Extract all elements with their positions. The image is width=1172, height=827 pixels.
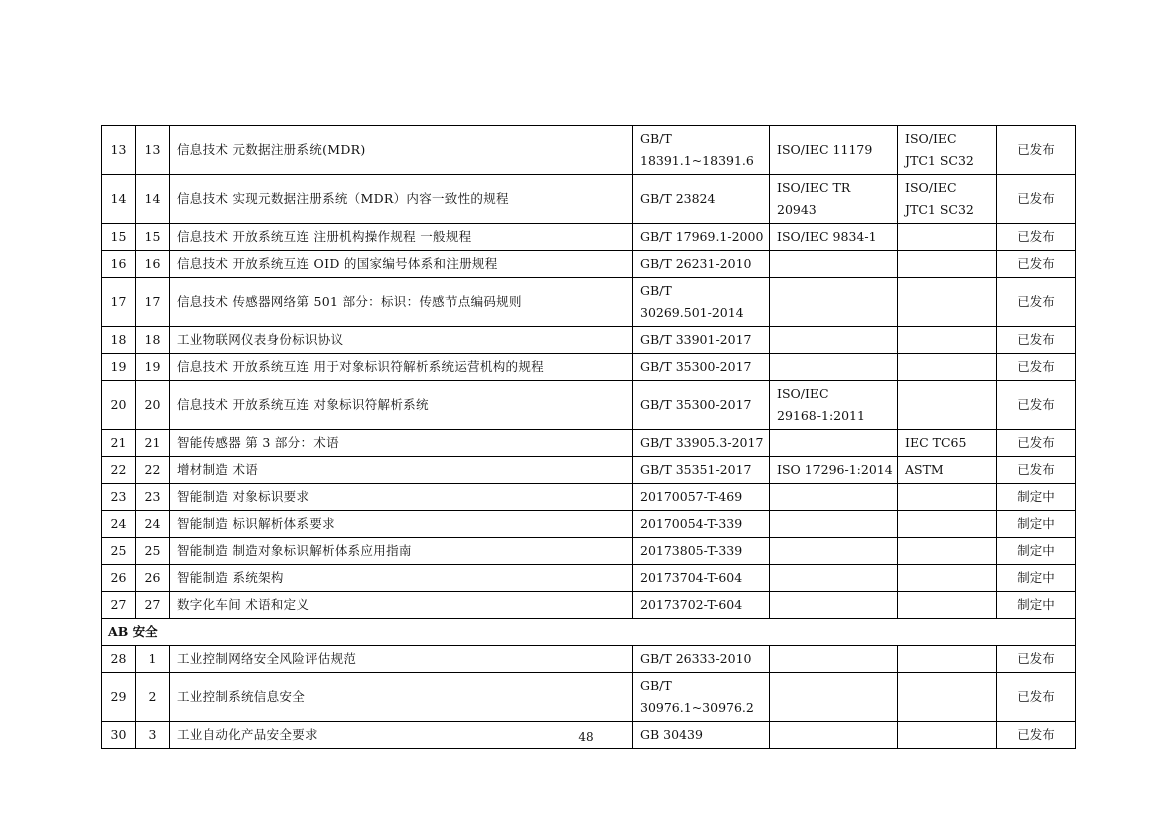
standard-number-cell: GB/T 17969.1-2000 bbox=[633, 224, 770, 251]
standard-number-cell: GB/T 26333-2010 bbox=[633, 646, 770, 673]
row-subnumber-cell: 16 bbox=[136, 251, 170, 278]
row-subnumber-cell: 23 bbox=[136, 484, 170, 511]
row-number-cell: 16 bbox=[102, 251, 136, 278]
standard-number-cell: 20170054-T-339 bbox=[633, 511, 770, 538]
status-cell: 制定中 bbox=[997, 565, 1076, 592]
international-standard-cell bbox=[770, 592, 898, 619]
standard-name-cell: 工业控制系统信息安全 bbox=[170, 673, 633, 722]
standard-name-cell: 信息技术 实现元数据注册系统（MDR）内容一致性的规程 bbox=[170, 175, 633, 224]
international-standard-cell bbox=[770, 484, 898, 511]
organization-cell bbox=[898, 511, 997, 538]
row-number-cell: 23 bbox=[102, 484, 136, 511]
organization-cell bbox=[898, 251, 997, 278]
row-number-cell: 29 bbox=[102, 673, 136, 722]
row-subnumber-cell: 2 bbox=[136, 673, 170, 722]
standard-number-cell: GB 30439 bbox=[633, 722, 770, 749]
row-number-cell: 27 bbox=[102, 592, 136, 619]
standard-name-cell: 工业物联网仪表身份标识协议 bbox=[170, 327, 633, 354]
row-number-cell: 14 bbox=[102, 175, 136, 224]
row-number-cell: 17 bbox=[102, 278, 136, 327]
row-subnumber-cell: 1 bbox=[136, 646, 170, 673]
row-subnumber-cell: 24 bbox=[136, 511, 170, 538]
row-subnumber-cell: 3 bbox=[136, 722, 170, 749]
row-subnumber-cell: 15 bbox=[136, 224, 170, 251]
status-cell: 已发布 bbox=[997, 175, 1076, 224]
status-cell: 已发布 bbox=[997, 224, 1076, 251]
standard-name-cell: 数字化车间 术语和定义 bbox=[170, 592, 633, 619]
organization-cell bbox=[898, 646, 997, 673]
standard-number-cell: GB/T 23824 bbox=[633, 175, 770, 224]
row-subnumber-cell: 13 bbox=[136, 126, 170, 175]
row-subnumber-cell: 21 bbox=[136, 430, 170, 457]
row-subnumber-cell: 22 bbox=[136, 457, 170, 484]
table-row bbox=[102, 126, 1076, 175]
row-subnumber-cell: 27 bbox=[136, 592, 170, 619]
standard-number-cell: GB/T 35351-2017 bbox=[633, 457, 770, 484]
table-row bbox=[102, 673, 1076, 722]
international-standard-cell bbox=[770, 251, 898, 278]
international-standard-cell bbox=[770, 538, 898, 565]
row-subnumber-cell: 20 bbox=[136, 381, 170, 430]
row-subnumber-cell: 25 bbox=[136, 538, 170, 565]
organization-cell bbox=[898, 354, 997, 381]
status-cell: 制定中 bbox=[997, 511, 1076, 538]
status-cell: 已发布 bbox=[997, 381, 1076, 430]
international-standard-cell bbox=[770, 511, 898, 538]
organization-cell bbox=[898, 673, 997, 722]
organization-cell bbox=[898, 538, 997, 565]
standards-table-body bbox=[102, 126, 1076, 749]
section-title: AB 安全 bbox=[102, 619, 1076, 646]
section-header-row bbox=[102, 619, 1076, 646]
status-cell: 已发布 bbox=[997, 673, 1076, 722]
international-standard-cell: ISO 17296-1:2014 bbox=[770, 457, 898, 484]
standard-number-cell: 20170057-T-469 bbox=[633, 484, 770, 511]
international-standard-cell: ISO/IEC TR 20943 bbox=[770, 175, 898, 224]
row-number-cell: 18 bbox=[102, 327, 136, 354]
row-number-cell: 22 bbox=[102, 457, 136, 484]
organization-cell: ISO/IEC JTC1 SC32 bbox=[898, 126, 997, 175]
status-cell: 制定中 bbox=[997, 592, 1076, 619]
table-row bbox=[102, 538, 1076, 565]
international-standard-cell bbox=[770, 278, 898, 327]
standard-name-cell: 智能制造 制造对象标识解析体系应用指南 bbox=[170, 538, 633, 565]
status-cell: 制定中 bbox=[997, 538, 1076, 565]
standard-number-cell: GB/T 33905.3-2017 bbox=[633, 430, 770, 457]
standard-name-cell: 信息技术 元数据注册系统(MDR) bbox=[170, 126, 633, 175]
international-standard-cell bbox=[770, 673, 898, 722]
standard-number-cell: GB/T 30976.1~30976.2 bbox=[633, 673, 770, 722]
table-row bbox=[102, 278, 1076, 327]
table-row bbox=[102, 457, 1076, 484]
standard-name-cell: 信息技术 开放系统互连 对象标识符解析系统 bbox=[170, 381, 633, 430]
status-cell: 已发布 bbox=[997, 430, 1076, 457]
standard-name-cell: 智能制造 标识解析体系要求 bbox=[170, 511, 633, 538]
international-standard-cell bbox=[770, 646, 898, 673]
standard-name-cell: 智能制造 对象标识要求 bbox=[170, 484, 633, 511]
table-row bbox=[102, 175, 1076, 224]
standard-number-cell: 20173704-T-604 bbox=[633, 565, 770, 592]
international-standard-cell bbox=[770, 565, 898, 592]
row-number-cell: 19 bbox=[102, 354, 136, 381]
status-cell: 制定中 bbox=[997, 484, 1076, 511]
organization-cell bbox=[898, 592, 997, 619]
row-subnumber-cell: 26 bbox=[136, 565, 170, 592]
status-cell: 已发布 bbox=[997, 327, 1076, 354]
organization-cell bbox=[898, 327, 997, 354]
row-subnumber-cell: 19 bbox=[136, 354, 170, 381]
table-row bbox=[102, 381, 1076, 430]
row-number-cell: 13 bbox=[102, 126, 136, 175]
row-number-cell: 15 bbox=[102, 224, 136, 251]
row-number-cell: 20 bbox=[102, 381, 136, 430]
international-standard-cell bbox=[770, 430, 898, 457]
standard-name-cell: 工业自动化产品安全要求 bbox=[170, 722, 633, 749]
table-row bbox=[102, 592, 1076, 619]
row-subnumber-cell: 18 bbox=[136, 327, 170, 354]
row-number-cell: 28 bbox=[102, 646, 136, 673]
table-row bbox=[102, 484, 1076, 511]
standard-name-cell: 增材制造 术语 bbox=[170, 457, 633, 484]
status-cell: 已发布 bbox=[997, 354, 1076, 381]
standard-number-cell: GB/T 35300-2017 bbox=[633, 354, 770, 381]
row-number-cell: 30 bbox=[102, 722, 136, 749]
standards-table bbox=[101, 125, 1076, 749]
row-number-cell: 26 bbox=[102, 565, 136, 592]
status-cell: 已发布 bbox=[997, 722, 1076, 749]
row-number-cell: 21 bbox=[102, 430, 136, 457]
standard-name-cell: 智能制造 系统架构 bbox=[170, 565, 633, 592]
table-row bbox=[102, 430, 1076, 457]
standard-number-cell: GB/T 26231-2010 bbox=[633, 251, 770, 278]
table-row bbox=[102, 251, 1076, 278]
standard-number-cell: GB/T 33901-2017 bbox=[633, 327, 770, 354]
international-standard-cell: ISO/IEC 29168-1:2011 bbox=[770, 381, 898, 430]
standard-number-cell: 20173702-T-604 bbox=[633, 592, 770, 619]
row-number-cell: 25 bbox=[102, 538, 136, 565]
organization-cell: ISO/IEC JTC1 SC32 bbox=[898, 175, 997, 224]
row-subnumber-cell: 14 bbox=[136, 175, 170, 224]
standard-number-cell: GB/T 18391.1~18391.6 bbox=[633, 126, 770, 175]
international-standard-cell: ISO/IEC 11179 bbox=[770, 126, 898, 175]
status-cell: 已发布 bbox=[997, 278, 1076, 327]
status-cell: 已发布 bbox=[997, 251, 1076, 278]
organization-cell bbox=[898, 278, 997, 327]
standard-number-cell: GB/T 30269.501-2014 bbox=[633, 278, 770, 327]
table-row bbox=[102, 354, 1076, 381]
table-row bbox=[102, 327, 1076, 354]
international-standard-cell bbox=[770, 354, 898, 381]
standard-number-cell: 20173805-T-339 bbox=[633, 538, 770, 565]
organization-cell bbox=[898, 224, 997, 251]
organization-cell: ASTM bbox=[898, 457, 997, 484]
status-cell: 已发布 bbox=[997, 126, 1076, 175]
table-row bbox=[102, 224, 1076, 251]
standard-name-cell: 工业控制网络安全风险评估规范 bbox=[170, 646, 633, 673]
standard-name-cell: 信息技术 开放系统互连 OID 的国家编号体系和注册规程 bbox=[170, 251, 633, 278]
table-row bbox=[102, 511, 1076, 538]
international-standard-cell: ISO/IEC 9834-1 bbox=[770, 224, 898, 251]
international-standard-cell bbox=[770, 327, 898, 354]
table-row bbox=[102, 565, 1076, 592]
organization-cell: IEC TC65 bbox=[898, 430, 997, 457]
row-subnumber-cell: 17 bbox=[136, 278, 170, 327]
table-row bbox=[102, 646, 1076, 673]
standard-name-cell: 信息技术 开放系统互连 用于对象标识符解析系统运营机构的规程 bbox=[170, 354, 633, 381]
status-cell: 已发布 bbox=[997, 646, 1076, 673]
standard-name-cell: 信息技术 开放系统互连 注册机构操作规程 一般规程 bbox=[170, 224, 633, 251]
organization-cell bbox=[898, 381, 997, 430]
standard-number-cell: GB/T 35300-2017 bbox=[633, 381, 770, 430]
organization-cell bbox=[898, 565, 997, 592]
organization-cell bbox=[898, 484, 997, 511]
standard-name-cell: 信息技术 传感器网络第 501 部分：标识：传感节点编码规则 bbox=[170, 278, 633, 327]
page-number: 48 bbox=[578, 730, 594, 744]
standard-name-cell: 智能传感器 第 3 部分：术语 bbox=[170, 430, 633, 457]
row-number-cell: 24 bbox=[102, 511, 136, 538]
status-cell: 已发布 bbox=[997, 457, 1076, 484]
